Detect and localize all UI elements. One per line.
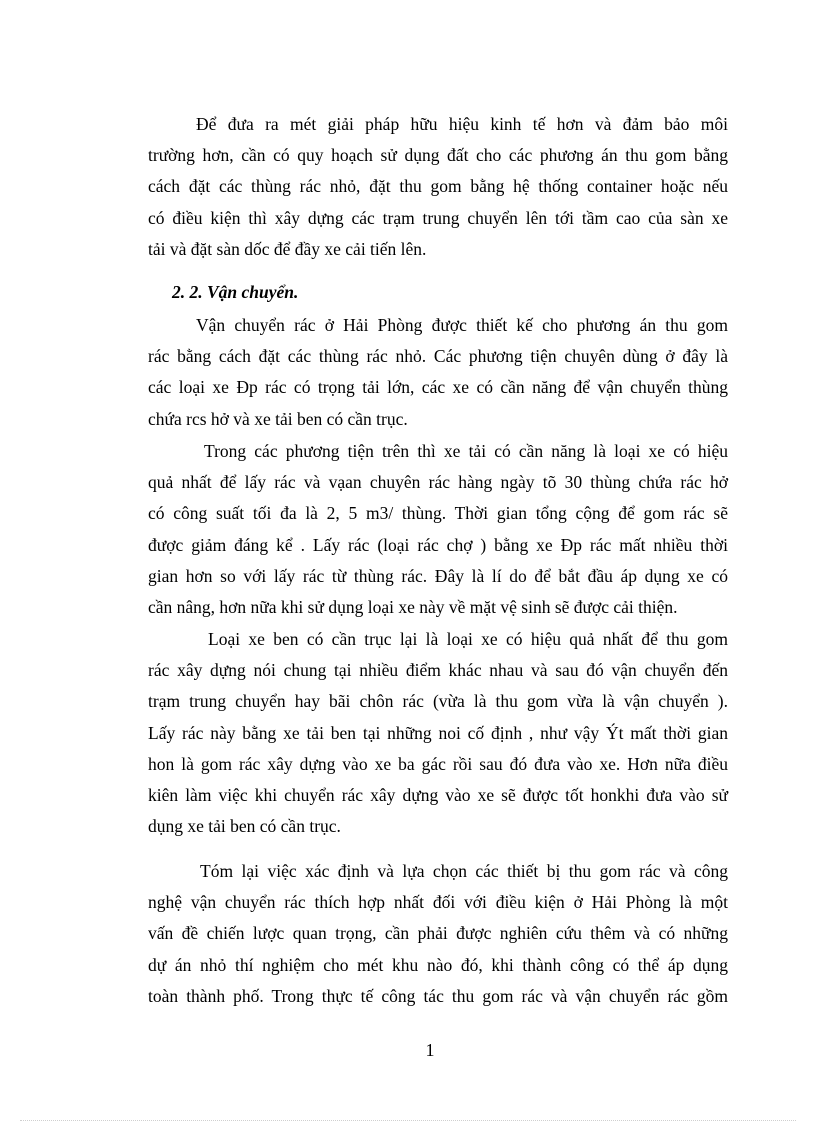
text-line: Để đưa ra mét giải pháp hữu hiệu kinh tế hơn và đảm bảo môi — [196, 114, 728, 134]
text-line: rác bằng cách đặt các thùng rác nhỏ. Các phương tiện chuyên dùng ở đây là — [148, 346, 728, 367]
text-line: hon là gom rác xây dựng vào xe ba gác rồi sau đó đưa vào xe. Hơn nữa điều — [148, 753, 728, 774]
text-line: vấn đề chiến lược quan trọng, cần phải được nghiên cứu thêm và có những — [148, 923, 728, 944]
text-line: chứa rcs hở và xe tải ben có cần trục. — [148, 408, 408, 429]
section-heading: 2. 2. Vận chuyển. — [172, 282, 299, 302]
text-line: có công suất tối đa là 2, 5 m3/ thùng. Thời gian tổng cộng để gom rác sẽ — [148, 503, 728, 524]
page-bottom-divider — [20, 1120, 796, 1121]
text-line: trường hơn, cần có quy hoạch sử dụng đất cho các phương án thu gom bằng — [148, 145, 728, 166]
paragraph-transport — [148, 310, 728, 435]
text-line: trạm trung chuyển hay bãi chôn rác (vừa là thu gom vừa là vận chuyển ). — [148, 691, 728, 712]
text-line: cách đặt các thùng rác nhỏ, đặt thu gom bằng hệ thống container hoặc nếu — [148, 176, 728, 197]
text-line: toàn thành phố. Trong thực tế công tác thu gom rác và vận chuyển rác gồm — [148, 985, 728, 1006]
text-line: quả nhất để lấy rác và vạan chuyên rác hàng ngày tõ 30 thùng chứa rác hở — [148, 472, 728, 493]
text-line: có điều kiện thì xây dựng các trạm trung chuyển lên tới tầm cao của sàn xe — [148, 207, 728, 228]
text-line: Tóm lại việc xác định và lựa chọn các thiết bị thu gom rác và công — [200, 861, 728, 881]
text-line: nghệ vận chuyển rác thích hợp nhất đối với điều kiện ở Hải Phòng là một — [148, 892, 728, 913]
text-line: dự án nhỏ thí nghiệm cho mét khu nào đó, khi thành công có thể áp dụng — [148, 954, 728, 975]
paragraph-vehicles — [148, 436, 728, 623]
text-line: tải và đặt sàn dốc để đầy xe cải tiến lên. — [148, 238, 427, 259]
text-line: gian hơn so với lấy rác từ thùng rác. Đây là lí do để bắt đầu áp dụng xe có — [148, 565, 728, 586]
text-line: các loại xe Đp rác có trọng tải lớn, các xe có cần năng để vận chuyển thùng — [148, 377, 728, 398]
text-line: được giảm đáng kể . Lấy rác (loại rác chợ ) bằng xe Đp rác mất nhiều thời — [148, 534, 728, 555]
paragraph-intro — [148, 109, 728, 265]
text-line: Lấy rác này bằng xe tải ben tại những noi cố định , như vậy Ýt mất thời gian — [148, 722, 728, 743]
text-line: cần nâng, hơn nữa khi sử dụng loại xe này về mặt vệ sinh sẽ được cải thiện. — [148, 597, 678, 618]
paragraph-crane-truck — [148, 624, 728, 842]
text-line: rác xây dựng nói chung tại nhiều điểm khác nhau và sau đó vận chuyển đến — [148, 660, 728, 681]
text-line: kiên làm việc khi chuyển rác xây dựng vào xe sẽ được tốt honkhi đưa vào sử — [148, 785, 728, 806]
text-line: Loại xe ben có cần trục lại là loại xe có hiệu quả nhất để thu gom — [208, 629, 728, 649]
paragraph-conclusion — [148, 856, 728, 1012]
text-line: dụng xe tải ben có cần trục. — [148, 816, 341, 837]
text-line: Trong các phương tiện trên thì xe tải có cần năng là loại xe có hiệu — [204, 441, 728, 461]
page-number: 1 — [425, 1040, 435, 1060]
text-line: Vận chuyển rác ở Hải Phòng được thiết kế cho phương án thu gom — [196, 315, 728, 335]
